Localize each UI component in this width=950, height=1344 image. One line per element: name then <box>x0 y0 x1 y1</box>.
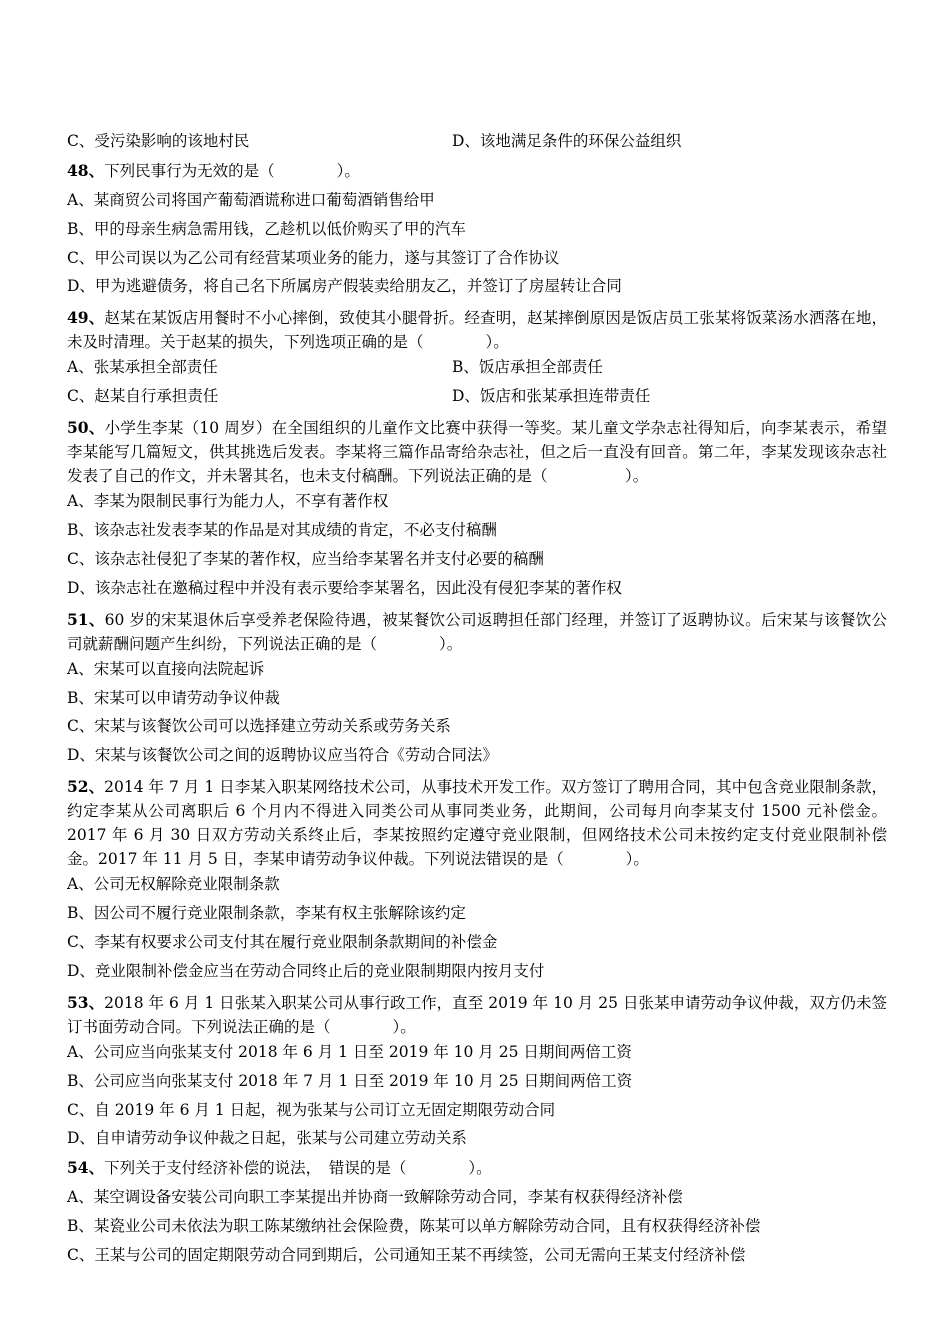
question-number: 52、 <box>67 777 105 797</box>
q50-option-a: A、李某为限制民事行为能力人，不享有著作权 <box>67 492 389 511</box>
q51-option-d: D、宋某与该餐饮公司之间的返聘协议应当符合《劳动合同法》 <box>67 746 498 765</box>
question-49-stem <box>67 306 887 354</box>
q49-options-row-1 <box>67 358 887 377</box>
q52-option-a: A、公司无权解除竞业限制条款 <box>67 875 280 894</box>
q50-option-b: B、该杂志社发表李某的作品是对其成绩的肯定，不必支付稿酬 <box>67 521 497 540</box>
question-number: 48、 <box>67 160 105 180</box>
question-text: 赵某在某饭店用餐时不小心摔倒，致使其小腿骨折。经查明，赵某摔倒原因是饭店员工张某将饭菜汤水洒落在地，未及时清理。关于赵某的损失，下列选项正确的是（ ）。 <box>67 309 887 352</box>
q48-option-d: D、甲为逃避债务，将自己名下所属房产假装卖给朋友乙，并签订了房屋转让合同 <box>67 277 622 296</box>
question-53-stem <box>67 991 887 1039</box>
question-number: 50、 <box>67 418 105 438</box>
question-text: 2014 年 7 月 1 日李某入职某网络技术公司，从事技术开发工作。双方签订了聘用合同，其中包含竞业限制条款，约定李某从公司离职后 6 个月内不得进入同类公司从事同类业务，此期间，公司每月向李某支付 1500 元补偿金。2017 年 6 月 30 日双方劳动关系终止后，李某按照约定遵守竞业限制，但网络技术公司未按约定支付竞业限制补偿金。2017 年 11 月 5 日，李某申请劳动争议仲裁。下列说法错误的是（ ）。 <box>67 778 887 869</box>
q53-option-a: A、公司应当向张某支付 2018 年 6 月 1 日至 2019 年 10 月 25 日期间两倍工资 <box>67 1042 632 1061</box>
q48-option-b: B、甲的母亲生病急需用钱，乙趁机以低价购买了甲的汽车 <box>67 219 466 238</box>
question-48-stem <box>67 161 887 181</box>
q54-option-b: B、某瓷业公司未依法为职工陈某缴纳社会保险费，陈某可以单方解除劳动合同，且有权获得经济补偿 <box>67 1217 761 1236</box>
question-text: 2018 年 6 月 1 日张某入职某公司从事行政工作，直至 2019 年 10 月 25 日张某申请劳动争议仲裁，双方仍未签订书面劳动合同。下列说法正确的是（ ）。 <box>67 993 887 1036</box>
question-number: 49、 <box>67 308 105 328</box>
question-text: 60 岁的宋某退休后享受养老保险待遇，被某餐饮公司返聘担任部门经理，并签订了返聘协议。后宋某与该餐饮公司就薪酬问题产生纠纷，下列说法正确的是（ ）。 <box>67 610 887 653</box>
q48-option-c: C、甲公司误以为乙公司有经营某项业务的能力，遂与其签订了合作协议 <box>67 248 560 267</box>
q47-options-row <box>67 132 887 151</box>
question-text: 下列关于支付经济补偿的说法， 错误的是（ ）。 <box>104 1159 492 1178</box>
q53-option-c: C、自 2019 年 6 月 1 日起，视为张某与公司订立无固定期限劳动合同 <box>67 1100 556 1119</box>
q51-option-c: C、宋某与该餐饮公司可以选择建立劳动关系或劳务关系 <box>67 717 451 736</box>
q54-option-c: C、王某与公司的固定期限劳动合同到期后，公司通知王某不再续签，公司无需向王某支付经济补偿 <box>67 1246 746 1265</box>
question-number: 54、 <box>67 1158 105 1178</box>
q50-option-c: C、该杂志社侵犯了李某的著作权，应当给李某署名并支付必要的稿酬 <box>67 549 544 568</box>
q52-option-c: C、李某有权要求公司支付其在履行竞业限制条款期间的补偿金 <box>67 933 498 952</box>
q49-option-b: B、饭店承担全部责任 <box>452 358 603 377</box>
question-51-stem <box>67 608 887 656</box>
question-number: 53、 <box>67 992 105 1012</box>
q49-option-d: D、饭店和张某承担连带责任 <box>452 387 651 406</box>
question-50-stem <box>67 416 887 488</box>
exam-page <box>67 132 887 1275</box>
q51-option-a: A、宋某可以直接向法院起诉 <box>67 659 265 678</box>
q51-option-b: B、宋某可以申请劳动争议仲裁 <box>67 688 280 707</box>
q47-option-d: D、该地满足条件的环保公益组织 <box>452 132 682 150</box>
question-number: 51、 <box>67 609 105 629</box>
q49-option-a: A、张某承担全部责任 <box>67 358 218 377</box>
q47-option-c: C、受污染影响的该地村民 <box>67 132 250 150</box>
question-54-stem <box>67 1158 887 1178</box>
question-52-stem <box>67 775 887 871</box>
question-text: 下列民事行为无效的是（ ）。 <box>104 161 360 180</box>
q53-option-d: D、自申请劳动争议仲裁之日起，张某与公司建立劳动关系 <box>67 1129 467 1148</box>
q50-option-d: D、该杂志社在邀稿过程中并没有表示要给李某署名，因此没有侵犯李某的著作权 <box>67 578 622 597</box>
q53-option-b: B、公司应当向张某支付 2018 年 7 月 1 日至 2019 年 10 月 25 日期间两倍工资 <box>67 1071 633 1090</box>
question-text: 小学生李某（10 周岁）在全国组织的儿童作文比赛中获得一等奖。某儿童文学杂志社得知后，向李某表示，希望李某能写几篇短文，供其挑选后发表。李某将三篇作品寄给杂志社，但之后一直没有回音。第二年，李某发现该杂志社发表了自己的作文，并未署其名，也未支付稿酬。下列说法正确的是（ ）。 <box>67 419 887 486</box>
q48-option-a: A、某商贸公司将国产葡萄酒谎称进口葡萄酒销售给甲 <box>67 190 435 209</box>
q54-option-a: A、某空调设备安装公司向职工李某提出并协商一致解除劳动合同，李某有权获得经济补偿 <box>67 1188 683 1207</box>
q52-option-b: B、因公司不履行竞业限制条款，李某有权主张解除该约定 <box>67 904 466 923</box>
q52-option-d: D、竞业限制补偿金应当在劳动合同终止后的竞业限制期限内按月支付 <box>67 961 545 980</box>
q49-options-row-2 <box>67 387 887 406</box>
q49-option-c: C、赵某自行承担责任 <box>67 387 219 406</box>
